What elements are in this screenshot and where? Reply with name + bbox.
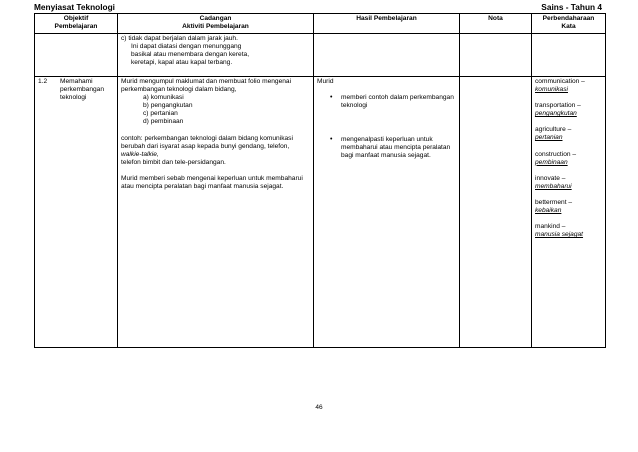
vocab-entry: construction – pembinaan: [535, 150, 577, 166]
vocab-entry: communication – komunikasi: [535, 78, 585, 94]
list-item: b) pengangkutan: [143, 102, 193, 110]
activity-intro: Murid mengumpul maklumat dan membuat folio mengenai perkembangan teknologi dalam bidang,: [121, 78, 292, 94]
column-header-hasil: Hasil Pembelajaran: [314, 14, 460, 34]
activity-cell: [118, 77, 314, 348]
scheme-of-work-table: [34, 13, 606, 348]
vocab-entry: mankind – manusia sejagat: [535, 223, 584, 239]
vocab-entry: transportation – pengangkutan: [535, 102, 581, 118]
list-item: • memberi contoh dalam perkembangan teknologi: [341, 94, 456, 110]
continuation-row: [35, 34, 606, 77]
objective-cell: 1.2 Memahami perkembangan teknologi: [35, 77, 118, 348]
document-header-left: Menyiasat Teknologi: [34, 2, 115, 12]
nota-cell: [460, 77, 532, 348]
list-item: c) pertanian: [143, 110, 178, 118]
document-header-right: Sains - Tahun 4: [541, 2, 602, 12]
learning-objective-row: [35, 77, 606, 348]
outcome-cell: [314, 77, 460, 348]
example-paragraph: contoh: perkembangan teknologi dalam bidang komunikasi berubah dari isyarat asap kepada bunyi gendang, telefon, walkie-talkie, telefon bimbit dan tele-persidangan.: [121, 134, 293, 166]
page-number: 46: [315, 404, 323, 411]
column-header-perbendaharaan: Perbendaharaan Kata: [532, 14, 606, 34]
continuation-cell: c) tidak dapat berjalan dalam jarak jauh. Ini dapat diatasi dengan menunggang basikal atau menembara dengan kereta, keretapi, kapal atau kapal terbang.: [118, 34, 314, 77]
column-header-cadangan: Cadangan Aktiviti Pembelajaran: [118, 14, 314, 34]
vocab-entry: betterment – kebaikan: [535, 198, 573, 215]
list-item: a) komunikasi: [143, 94, 184, 102]
vocab-entry: agriculture – pertanian: [535, 126, 572, 142]
activity-list: [121, 94, 310, 126]
outcome-list: [317, 94, 456, 160]
column-header-nota: Nota: [460, 14, 532, 34]
outcome-label: Murid: [317, 78, 334, 85]
list-item: d) pembinaan: [143, 118, 184, 126]
vocabulary-cell: [532, 77, 606, 348]
table-header-row: [35, 14, 606, 34]
vocab-entry: innovate – membaharui: [535, 174, 572, 190]
objective-number: 1.2: [38, 78, 48, 85]
reason-paragraph: Murid memberi sebab mengenai keperluan untuk membaharui atau mencipta peralatan bagi manfaat manusia sejagat.: [121, 174, 303, 191]
column-header-objektif: Objektif Pembelajaran: [35, 14, 118, 34]
list-item: • mengenalpasti keperluan untuk membaharui atau mencipta peralatan bagi manfaat manusia sejagat.: [341, 136, 456, 160]
